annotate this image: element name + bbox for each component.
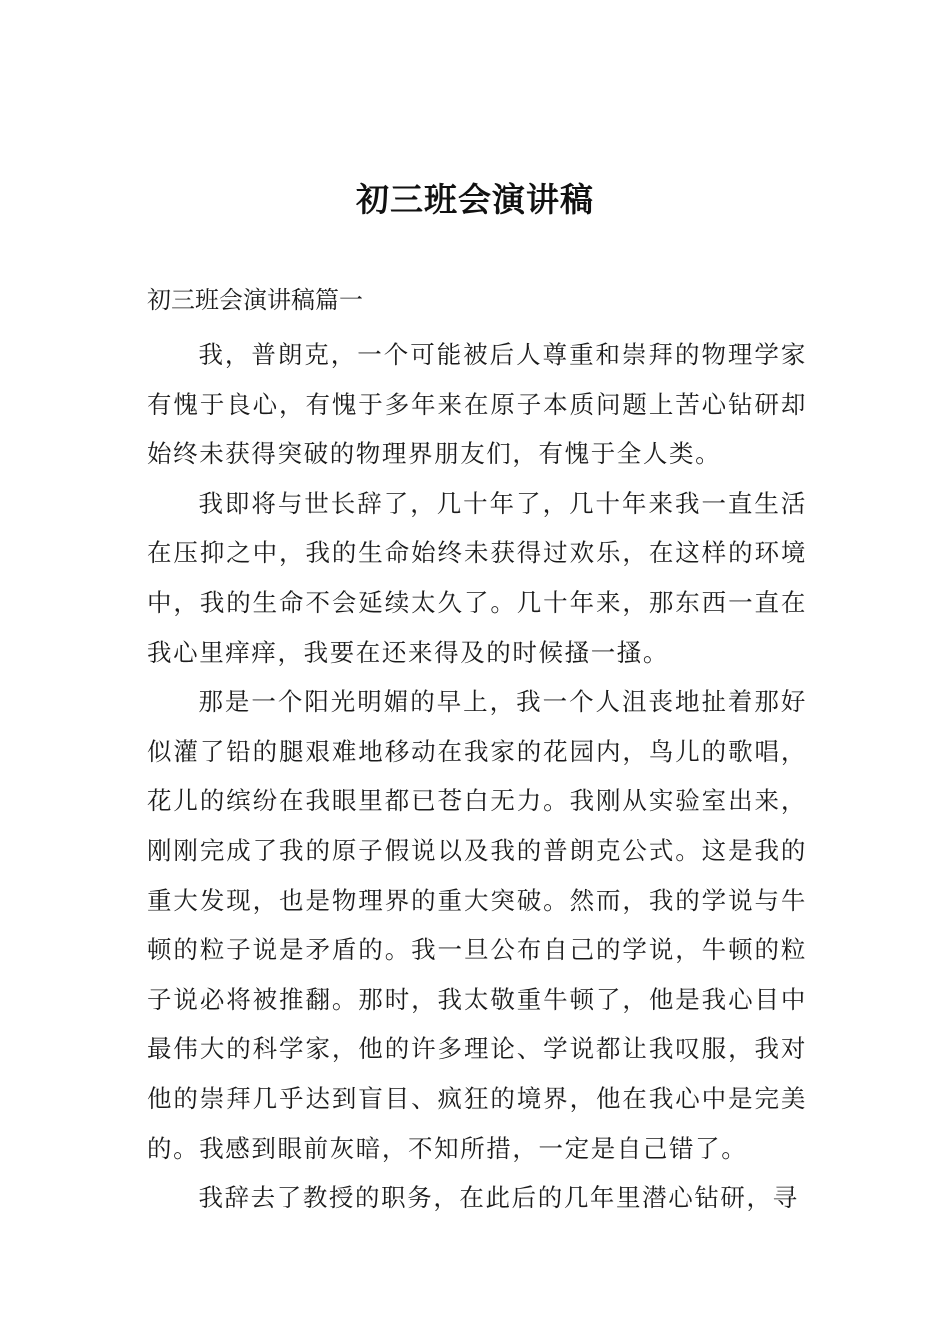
paragraph: 我辞去了教授的职务，在此后的几年里潜心钻研，寻 — [198, 1183, 799, 1213]
paragraph: 我即将与世长辞了，几十年了，几十年来我一直生活在压抑之中，我的生命始终未获得过欢乐，在这样的环境中，我的生命不会延续太久了。几十年来，那东西一直在我心里痒痒，我要在还来得及的时候搔一搔。 — [147, 488, 807, 667]
paragraph: 我，普朗克，一个可能被后人尊重和崇拜的物理学家有愧于良心，有愧于多年来在原子本质问题上苦心钻研却始终未获得突破的物理界朋友们，有愧于全人类。 — [147, 340, 807, 469]
paragraph: 那是一个阳光明媚的早上，我一个人沮丧地扯着那好似灌了铅的腿艰难地移动在我家的花园内，鸟儿的歌唱，花儿的缤纷在我眼里都已苍白无力。我刚从实验室出来，刚刚完成了我的原子假说以及我的普朗克公式。这是我的重大发现，也是物理界的重大突破。然而，我的学说与牛顿的粒子说是矛盾的。我一旦公布自己的学说，牛顿的粒子说必将被推翻。那时，我太敬重牛顿了，他是我心目中最伟大的科学家，他的许多理论、学说都让我叹服，我对他的崇拜几乎达到盲目、疯狂的境界，他在我心中是完美的。我感到眼前灰暗，不知所措，一定是自己错了。 — [147, 687, 807, 1163]
document-title: 初三班会演讲稿 — [356, 180, 594, 219]
section-heading: 初三班会演讲稿篇一 — [147, 286, 363, 314]
body-text — [147, 330, 807, 1223]
